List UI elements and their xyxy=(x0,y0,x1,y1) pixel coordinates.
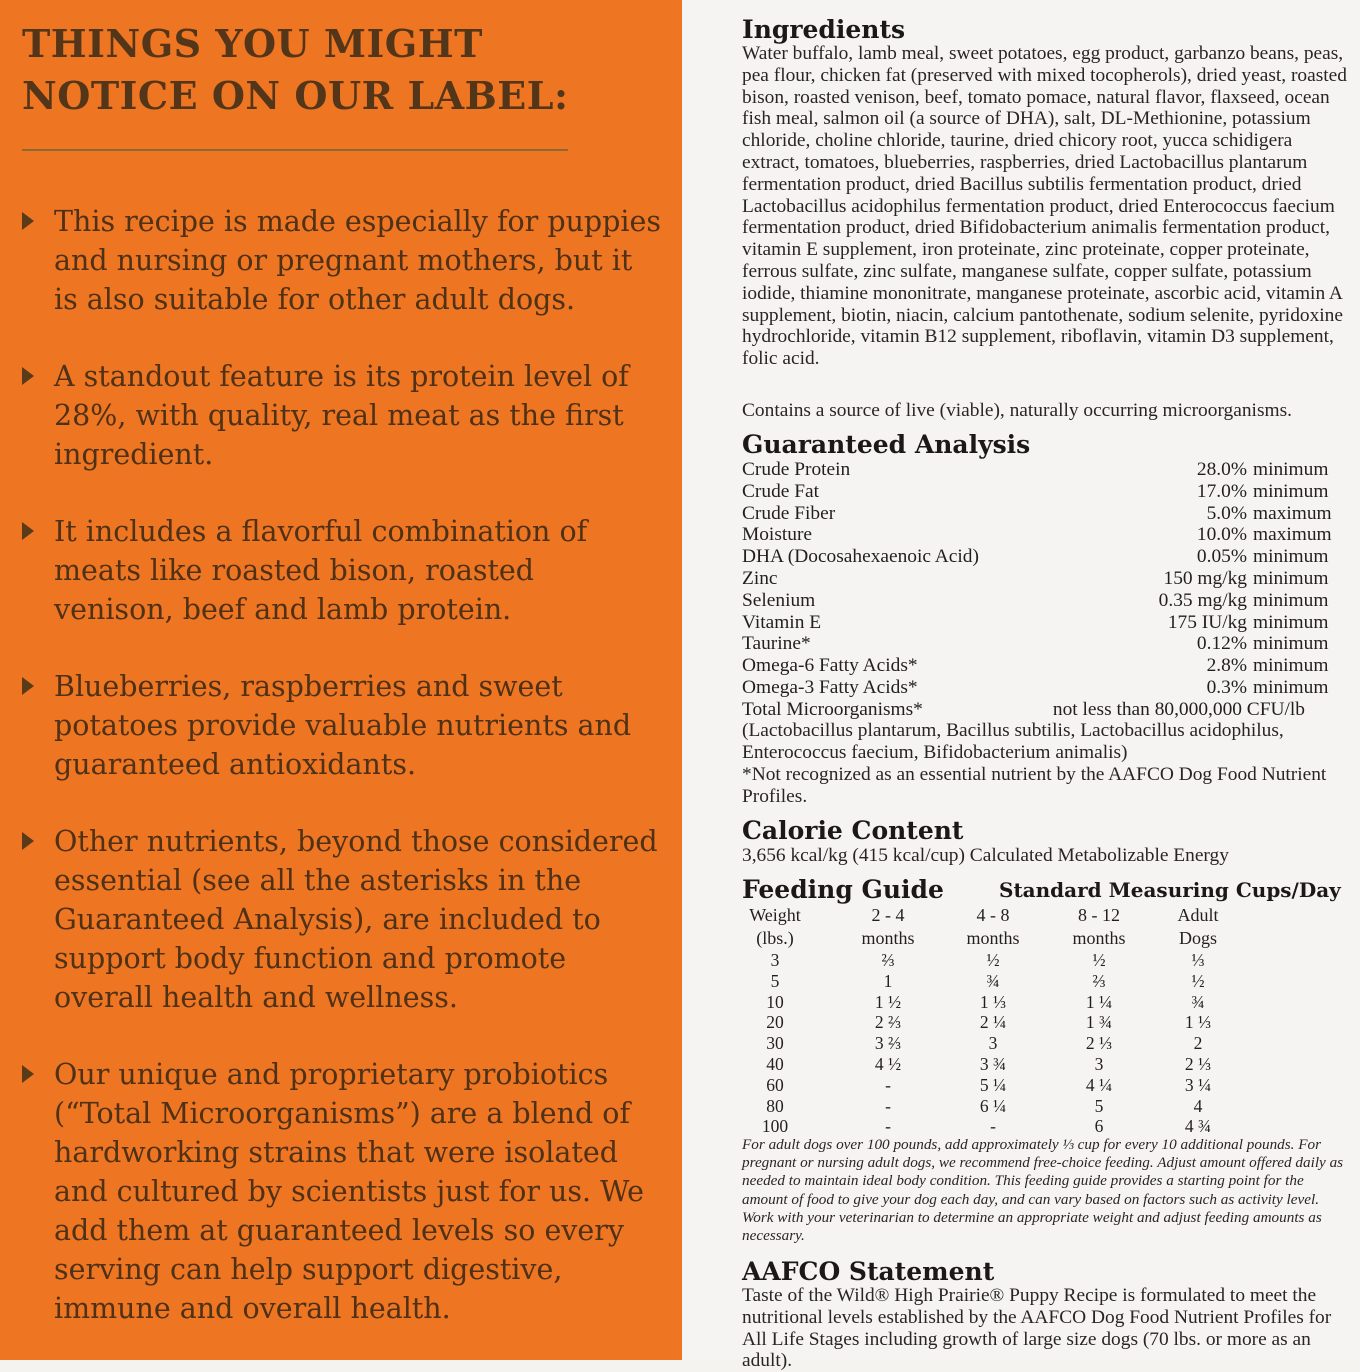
feeding-cell: 3 xyxy=(988,1033,998,1054)
analysis-value: 5.0% xyxy=(1206,502,1247,524)
feeding-cell: 1 ¼ xyxy=(1085,991,1113,1012)
feeding-cell: 5 ¼ xyxy=(979,1074,1007,1095)
feeding-cell: 80 xyxy=(766,1095,784,1116)
analysis-nutrient: Vitamin E xyxy=(742,611,822,633)
feeding-cell: 5 xyxy=(770,970,780,991)
feeding-cell: 1 xyxy=(883,970,893,991)
analysis-qualifier: maximum xyxy=(1253,524,1332,546)
feeding-cell: ½ xyxy=(986,950,1000,970)
feeding-cell: 30 xyxy=(766,1033,784,1054)
analysis-qualifier: minimum xyxy=(1253,655,1329,677)
highlight-text: Blueberries, raspberries and sweet potatoes provide valuable nutrients and guaranteed antioxidants. xyxy=(54,670,632,781)
feeding-header-cell: months xyxy=(1072,928,1126,948)
triangle-bullet-icon xyxy=(22,212,34,230)
analysis-qualifier: minimum xyxy=(1253,459,1329,480)
highlight-item xyxy=(22,1055,662,1328)
feeding-cell: 6 xyxy=(1094,1116,1104,1137)
feeding-cell: 100 xyxy=(761,1116,789,1137)
feeding-cell: 2 ¼ xyxy=(979,1012,1007,1033)
microorganisms-statement: Contains a source of live (viable), naturally occurring microorganisms. xyxy=(742,400,1292,421)
analysis-nutrient: Crude Fat xyxy=(742,480,820,502)
analysis-qualifier: minimum xyxy=(1253,546,1329,568)
aafco-footnote: *Not recognized as an essential nutrient by the AAFCO Dog Food Nutrient Profiles. xyxy=(742,764,1327,807)
calorie-content-title: Calorie Content xyxy=(742,816,964,845)
feeding-guide-subtitle: Standard Measuring Cups/Day xyxy=(999,878,1341,902)
highlight-text: It includes a flavorful combination of meats like roasted bison, roasted venison, beef and lamb protein. xyxy=(54,515,588,626)
analysis-row xyxy=(742,677,1342,699)
analysis-row xyxy=(742,459,1342,481)
guaranteed-analysis-table xyxy=(742,459,1342,721)
feeding-cell: 3 ¾ xyxy=(979,1053,1007,1074)
feeding-cell: - xyxy=(885,1116,891,1137)
feeding-cell: 3 ⅔ xyxy=(874,1033,902,1054)
aafco-statement-title: AAFCO Statement xyxy=(742,1257,995,1286)
feeding-cell: 3 xyxy=(770,950,780,970)
analysis-value: 17.0% xyxy=(1196,480,1247,502)
feeding-row xyxy=(742,992,1342,1013)
analysis-qualifier: minimum xyxy=(1253,611,1329,633)
feeding-header-cell: months xyxy=(861,928,915,948)
ingredients-title: Ingredients xyxy=(742,15,906,44)
triangle-bullet-icon xyxy=(22,367,34,385)
feeding-cell: 2 xyxy=(1193,1033,1203,1054)
ingredients-list: Water buffalo, lamb meal, sweet potatoes, egg product, garbanzo beans, peas, pea flour, chicken fat (preserved with mixed tocopherols), dried yeast, roasted bison, roasted venison, beef, tomato pomace, natural flavor, flaxseed, ocean fish meal, salmon oil (a source of DHA), salt, DL-Methionine, potassium chloride, choline chloride, taurine, dried chicory root, yucca schidigera extract, tomatoes, blueberries, raspberries, dried Lactobacillus plantarum fermentation product, dried Bacillus subtilis fermentation product, dried Lactobacillus acidophilus fermentation product, dried Enterococcus faecium fermentation product, dried Bifidobacterium animalis fermentation product, vitamin E supplement, iron proteinate, zinc proteinate, copper proteinate, ferrous sulfate, zinc sulfate, manganese sulfate, copper sulfate, potassium iodide, thiamine mononitrate, manganese proteinate, ascorbic acid, vitamin A supplement, biotin, niacin, calcium pantothenate, sodium selenite, pyridoxine hydrochloride, vitamin B12 supplement, riboflavin, vitamin D3 supplement, folic acid. xyxy=(742,43,1347,370)
analysis-row xyxy=(742,612,1342,634)
analysis-qualifier: maximum xyxy=(1253,502,1332,524)
highlight-item xyxy=(22,202,662,319)
feeding-cell: ¾ xyxy=(986,970,1000,991)
analysis-qualifier: minimum xyxy=(1253,567,1329,589)
heading-line-1: THINGS YOU MIGHT xyxy=(22,21,483,66)
analysis-row xyxy=(742,655,1342,677)
analysis-nutrient: DHA (Docosahexaenoic Acid) xyxy=(742,546,979,568)
analysis-nutrient: Crude Protein xyxy=(742,459,851,480)
feeding-row xyxy=(742,1054,1342,1075)
feeding-cell: 1 ½ xyxy=(874,991,902,1012)
feeding-guide-table xyxy=(742,904,1342,1137)
feeding-cell: 20 xyxy=(766,1012,784,1033)
feeding-cell: 4 xyxy=(1193,1095,1203,1116)
analysis-row xyxy=(742,633,1342,655)
highlight-item xyxy=(22,822,662,1017)
highlights-heading xyxy=(22,18,662,122)
feeding-cell: 4 ¼ xyxy=(1085,1074,1113,1095)
highlight-item xyxy=(22,512,662,629)
feeding-cell: 1 ⅓ xyxy=(979,991,1007,1012)
feeding-cell: 60 xyxy=(766,1074,784,1095)
highlight-item xyxy=(22,667,662,784)
highlight-text: Other nutrients, beyond those considered essential (see all the asterisks in the Guaranteed Analysis), are included to support body function and promote overall health and wellness. xyxy=(54,825,658,1014)
feeding-cell: ¾ xyxy=(1191,991,1205,1012)
feeding-cell: - xyxy=(990,1116,996,1137)
aafco-statement-text: Taste of the Wild® High Prairie® Puppy Recipe is formulated to meet the nutritional levels established by the AAFCO Dog Food Nutrient Profiles for All Life Stages including growth of large size dogs (70 lbs. or more as an adult). xyxy=(742,1285,1332,1372)
feeding-cell: 4 ¾ xyxy=(1184,1116,1212,1137)
feeding-row xyxy=(742,950,1342,971)
feeding-row xyxy=(742,971,1342,992)
microorganism-strains: (Lactobacillus plantarum, Bacillus subtilis, Lactobacillus acidophilus, Enterococcus faecium, Bifidobacterium animalis) xyxy=(742,720,1284,763)
analysis-value: 0.05% xyxy=(1196,546,1247,568)
feeding-guide-note: For adult dogs over 100 pounds, add approximately ⅓ cup for every 10 additional pounds. For pregnant or nursing adult dogs, we recommend free-choice feeding. Adjust amount offered daily as needed to maintain ideal body condition. This feeding guide provides a starting point for the amount of food to give your dog each day, and can vary based on factors such as activity level. Work with your veterinarian to determine an appropriate weight and adjust feeding amounts as necessary. xyxy=(742,1136,1344,1245)
analysis-value: 28.0% xyxy=(1196,459,1247,480)
analysis-row xyxy=(742,481,1342,503)
analysis-nutrient: Omega-3 Fatty Acids* xyxy=(742,676,918,698)
feeding-row xyxy=(742,1116,1342,1137)
feeding-header-cell: 2 - 4 xyxy=(871,905,905,925)
feeding-cell: - xyxy=(885,1074,891,1095)
feeding-row xyxy=(742,1096,1342,1117)
analysis-value: 150 mg/kg xyxy=(1163,567,1247,589)
feeding-cell: 5 xyxy=(1094,1095,1104,1116)
feeding-header-cell: months xyxy=(966,928,1020,948)
feeding-header-cell: Weight xyxy=(749,905,801,925)
feeding-header-cell: 8 - 12 xyxy=(1078,905,1120,925)
feeding-header-cell: Adult xyxy=(1177,905,1219,925)
highlight-text: A standout feature is its protein level of 28%, with quality, real meat as the first ingredient. xyxy=(54,360,629,471)
analysis-nutrient: Taurine* xyxy=(742,633,811,655)
feeding-cell: 1 ⅓ xyxy=(1184,1012,1212,1033)
feeding-cell: ½ xyxy=(1191,970,1205,991)
analysis-value: 175 IU/kg xyxy=(1167,611,1247,633)
feeding-cell: 6 ¼ xyxy=(979,1095,1007,1116)
heading-divider xyxy=(22,149,568,151)
feeding-cell: ⅔ xyxy=(1092,970,1106,991)
triangle-bullet-icon xyxy=(22,832,34,850)
feeding-row xyxy=(742,1033,1342,1054)
analysis-row-total xyxy=(742,699,1342,721)
highlight-text: This recipe is made especially for puppies and nursing or pregnant mothers, but it is also suitable for other adult dogs. xyxy=(54,205,662,316)
analysis-qualifier: minimum xyxy=(1253,589,1329,611)
analysis-value: not less than 80,000,000 CFU/lb xyxy=(1052,698,1305,720)
feeding-cell: ⅔ xyxy=(881,950,895,970)
feeding-cell: 3 xyxy=(1094,1053,1104,1074)
feeding-cell: 2 ⅓ xyxy=(1085,1033,1113,1054)
analysis-row xyxy=(742,546,1342,568)
analysis-value: 0.3% xyxy=(1206,676,1247,698)
analysis-nutrient: Omega-6 Fatty Acids* xyxy=(742,655,918,677)
feeding-cell: - xyxy=(885,1095,891,1116)
triangle-bullet-icon xyxy=(22,677,34,695)
feeding-cell: 40 xyxy=(766,1053,784,1074)
analysis-qualifier: minimum xyxy=(1253,480,1329,502)
feeding-cell: ⅓ xyxy=(1191,950,1205,970)
analysis-qualifier: minimum xyxy=(1253,633,1329,655)
feeding-header-cell: Dogs xyxy=(1178,928,1217,948)
analysis-row xyxy=(742,503,1342,525)
analysis-value: 10.0% xyxy=(1196,524,1247,546)
analysis-row xyxy=(742,568,1342,590)
calorie-content-text: 3,656 kcal/kg (415 kcal/cup) Calculated Metabolizable Energy xyxy=(742,845,1229,866)
analysis-nutrient: Selenium xyxy=(742,589,816,611)
feeding-cell: ½ xyxy=(1092,950,1106,970)
analysis-row xyxy=(742,524,1342,546)
analysis-row xyxy=(742,590,1342,612)
analysis-nutrient: Crude Fiber xyxy=(742,502,836,524)
analysis-nutrient: Moisture xyxy=(742,524,813,546)
heading-line-2: NOTICE ON OUR LABEL: xyxy=(22,73,569,118)
guaranteed-analysis-title: Guaranteed Analysis xyxy=(742,430,1031,459)
analysis-value: 2.8% xyxy=(1206,655,1247,677)
triangle-bullet-icon xyxy=(22,522,34,540)
highlight-text: Our unique and proprietary probiotics (“Total Microorganisms”) are a blend of hardworking strains that were isolated and cultured by scientists just for us. We add them at guaranteed levels so every serving can help support digestive, immune and overall health. xyxy=(54,1058,644,1325)
feeding-header-row xyxy=(742,927,1342,950)
feeding-cell: 4 ½ xyxy=(874,1053,902,1074)
feeding-cell: 2 ⅓ xyxy=(1184,1053,1212,1074)
nutrition-label-panel xyxy=(682,0,1360,1372)
analysis-value: 0.12% xyxy=(1196,633,1247,655)
analysis-nutrient: Zinc xyxy=(742,567,778,589)
highlight-item xyxy=(22,357,662,474)
label-highlights-panel xyxy=(0,0,682,1360)
analysis-nutrient: Total Microorganisms* xyxy=(742,698,923,720)
feeding-header-row xyxy=(742,904,1342,927)
feeding-cell: 10 xyxy=(766,991,784,1012)
analysis-value: 0.35 mg/kg xyxy=(1158,589,1247,611)
feeding-guide-title: Feeding Guide xyxy=(742,875,944,904)
feeding-row xyxy=(742,1075,1342,1096)
feeding-cell: 3 ¼ xyxy=(1184,1074,1212,1095)
feeding-cell: 1 ¾ xyxy=(1085,1012,1113,1033)
feeding-header-cell: 4 - 8 xyxy=(976,905,1010,925)
feeding-row xyxy=(742,1012,1342,1033)
analysis-qualifier: minimum xyxy=(1253,676,1329,698)
triangle-bullet-icon xyxy=(22,1065,34,1083)
feeding-cell: 2 ⅔ xyxy=(874,1012,902,1033)
feeding-header-cell: (lbs.) xyxy=(756,928,794,948)
